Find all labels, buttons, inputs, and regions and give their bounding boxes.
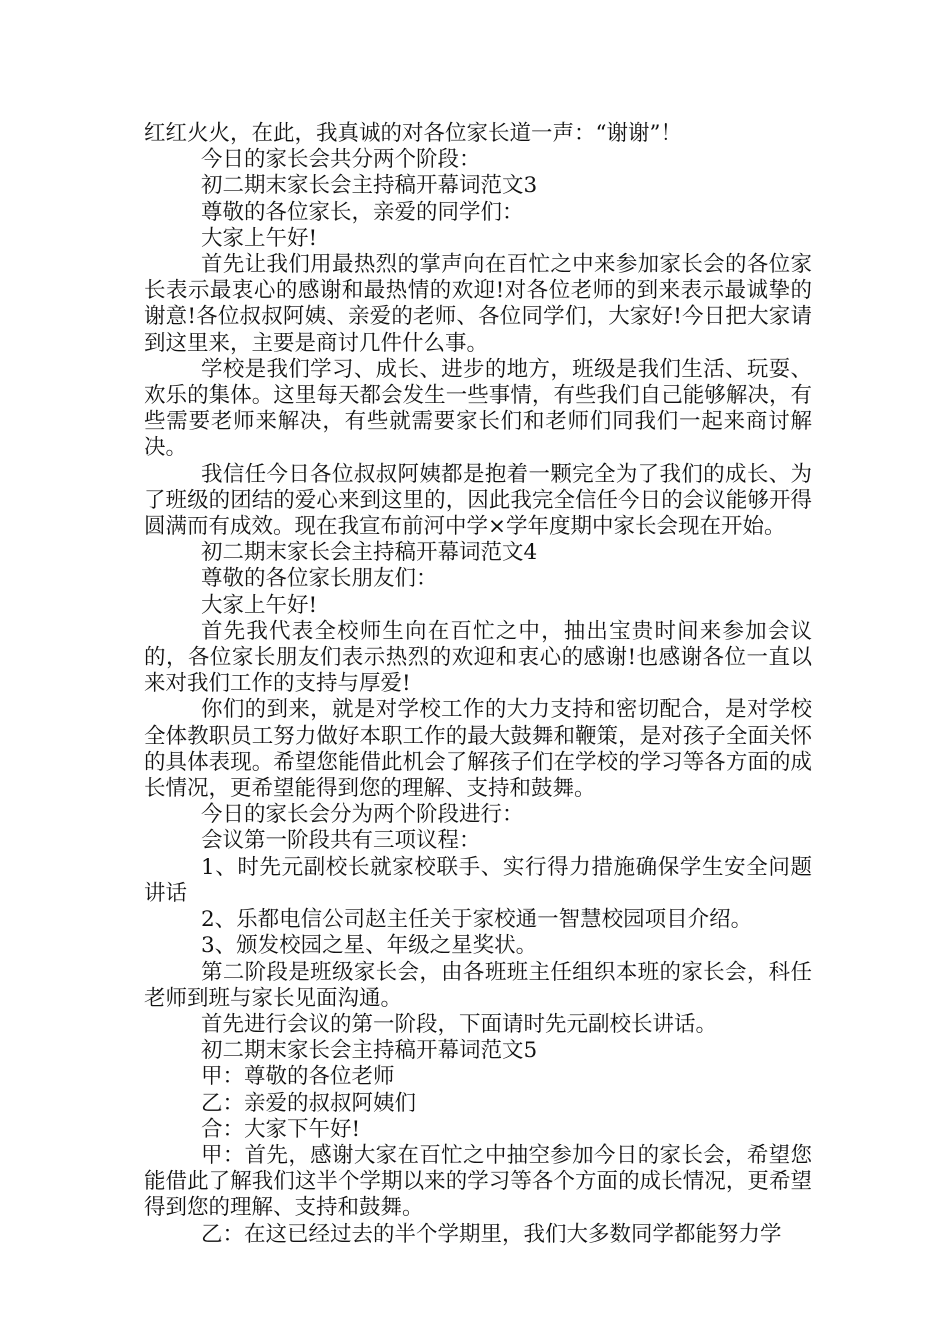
greeting: 大家上午好!: [201, 225, 318, 251]
dialogue-line: 合：大家下午好!: [201, 1116, 361, 1142]
paragraph: 今日的家长会共分两个阶段：: [201, 147, 481, 173]
paragraph: 我信任今日各位叔叔阿姨都是抱着一颗完全为了我们的成长、为了班级的团结的爱心来到这里的，因此我完全信任今日的会议能够开得圆满而有成效。现在我宣布前河中学×学年度期中家长会现在开始。: [144, 461, 812, 540]
paragraph: 今日的家长会分为两个阶段进行：: [201, 802, 524, 828]
paragraph: 你们的到来，就是对学校工作的大力支持和密切配合，是对学校全体教职员工努力做好本职工作的最大鼓舞和鞭策，是对孩子全面关怀的具体表现。希望您能借此机会了解孩子们在学校的学习等各方面的成长情况，更希望能得到您的理解、支持和鼓舞。: [144, 697, 812, 802]
dialogue-line: 乙：亲爱的叔叔阿姨们: [201, 1090, 417, 1116]
greeting: 大家上午好!: [201, 592, 318, 618]
list-item: 1、时先元副校长就家校联手、实行得力措施确保学生安全问题讲话: [144, 854, 812, 906]
paragraph: 红红火火，在此，我真诚的对各位家长道一声：“谢谢”！: [144, 121, 682, 146]
paragraph: 首先进行会议的第一阶段，下面请时先元副校长讲话。: [201, 1011, 718, 1037]
paragraph: 第二阶段是班级家长会，由各班班主任组织本班的家长会，科任老师到班与家长见面沟通。: [144, 959, 812, 1011]
document-page: [144, 121, 812, 1248]
paragraph: 学校是我们学习、成长、进步的地方，班级是我们生活、玩耍、欢乐的集体。这里每天都会发生一些事情，有些我们自己能够解决，有些需要老师来解决，有些就需要家长们和老师们同我们一起来商讨解决。: [144, 356, 812, 461]
dialogue-line: 甲：尊敬的各位老师: [201, 1064, 395, 1090]
paragraph: 会议第一阶段共有三项议程：: [201, 828, 481, 854]
salutation: 尊敬的各位家长朋友们：: [201, 566, 438, 592]
list-item: 2、乐都电信公司赵主任关于家校通一智慧校园项目介绍。: [201, 907, 753, 933]
section-heading: 初二期末家长会主持稿开幕词范文4: [201, 540, 538, 566]
dialogue-line: 乙：在这已经过去的半个学期里，我们大多数同学都能努力学: [201, 1221, 782, 1247]
section-heading: 初二期末家长会主持稿开幕词范文5: [201, 1038, 538, 1064]
paragraph: 首先让我们用最热烈的掌声向在百忙之中来参加家长会的各位家长表示最衷心的感谢和最热情的欢迎!对各位老师的到来表示最诚挚的谢意!各位叔叔阿姨、亲爱的老师、各位同学们，大家好!今日把大家请到这里来，主要是商讨几件什么事。: [144, 252, 812, 356]
list-item: 3、颁发校园之星、年级之星奖状。: [201, 933, 538, 959]
paragraph: 首先我代表全校师生向在百忙之中，抽出宝贵时间来参加会议的，各位家长朋友们表示热烈的欢迎和衷心的感谢!也感谢各位一直以来对我们工作的支持与厚爱!: [144, 618, 812, 697]
section-heading: 初二期末家长会主持稿开幕词范文3: [201, 173, 538, 199]
dialogue-line: 甲：首先，感谢大家在百忙之中抽空参加今日的家长会，希望您能借此了解我们这半个学期以来的学习等各个方面的成长情况，更希望得到您的理解、支持和鼓舞。: [144, 1142, 812, 1221]
salutation: 尊敬的各位家长，亲爱的同学们：: [201, 199, 524, 225]
